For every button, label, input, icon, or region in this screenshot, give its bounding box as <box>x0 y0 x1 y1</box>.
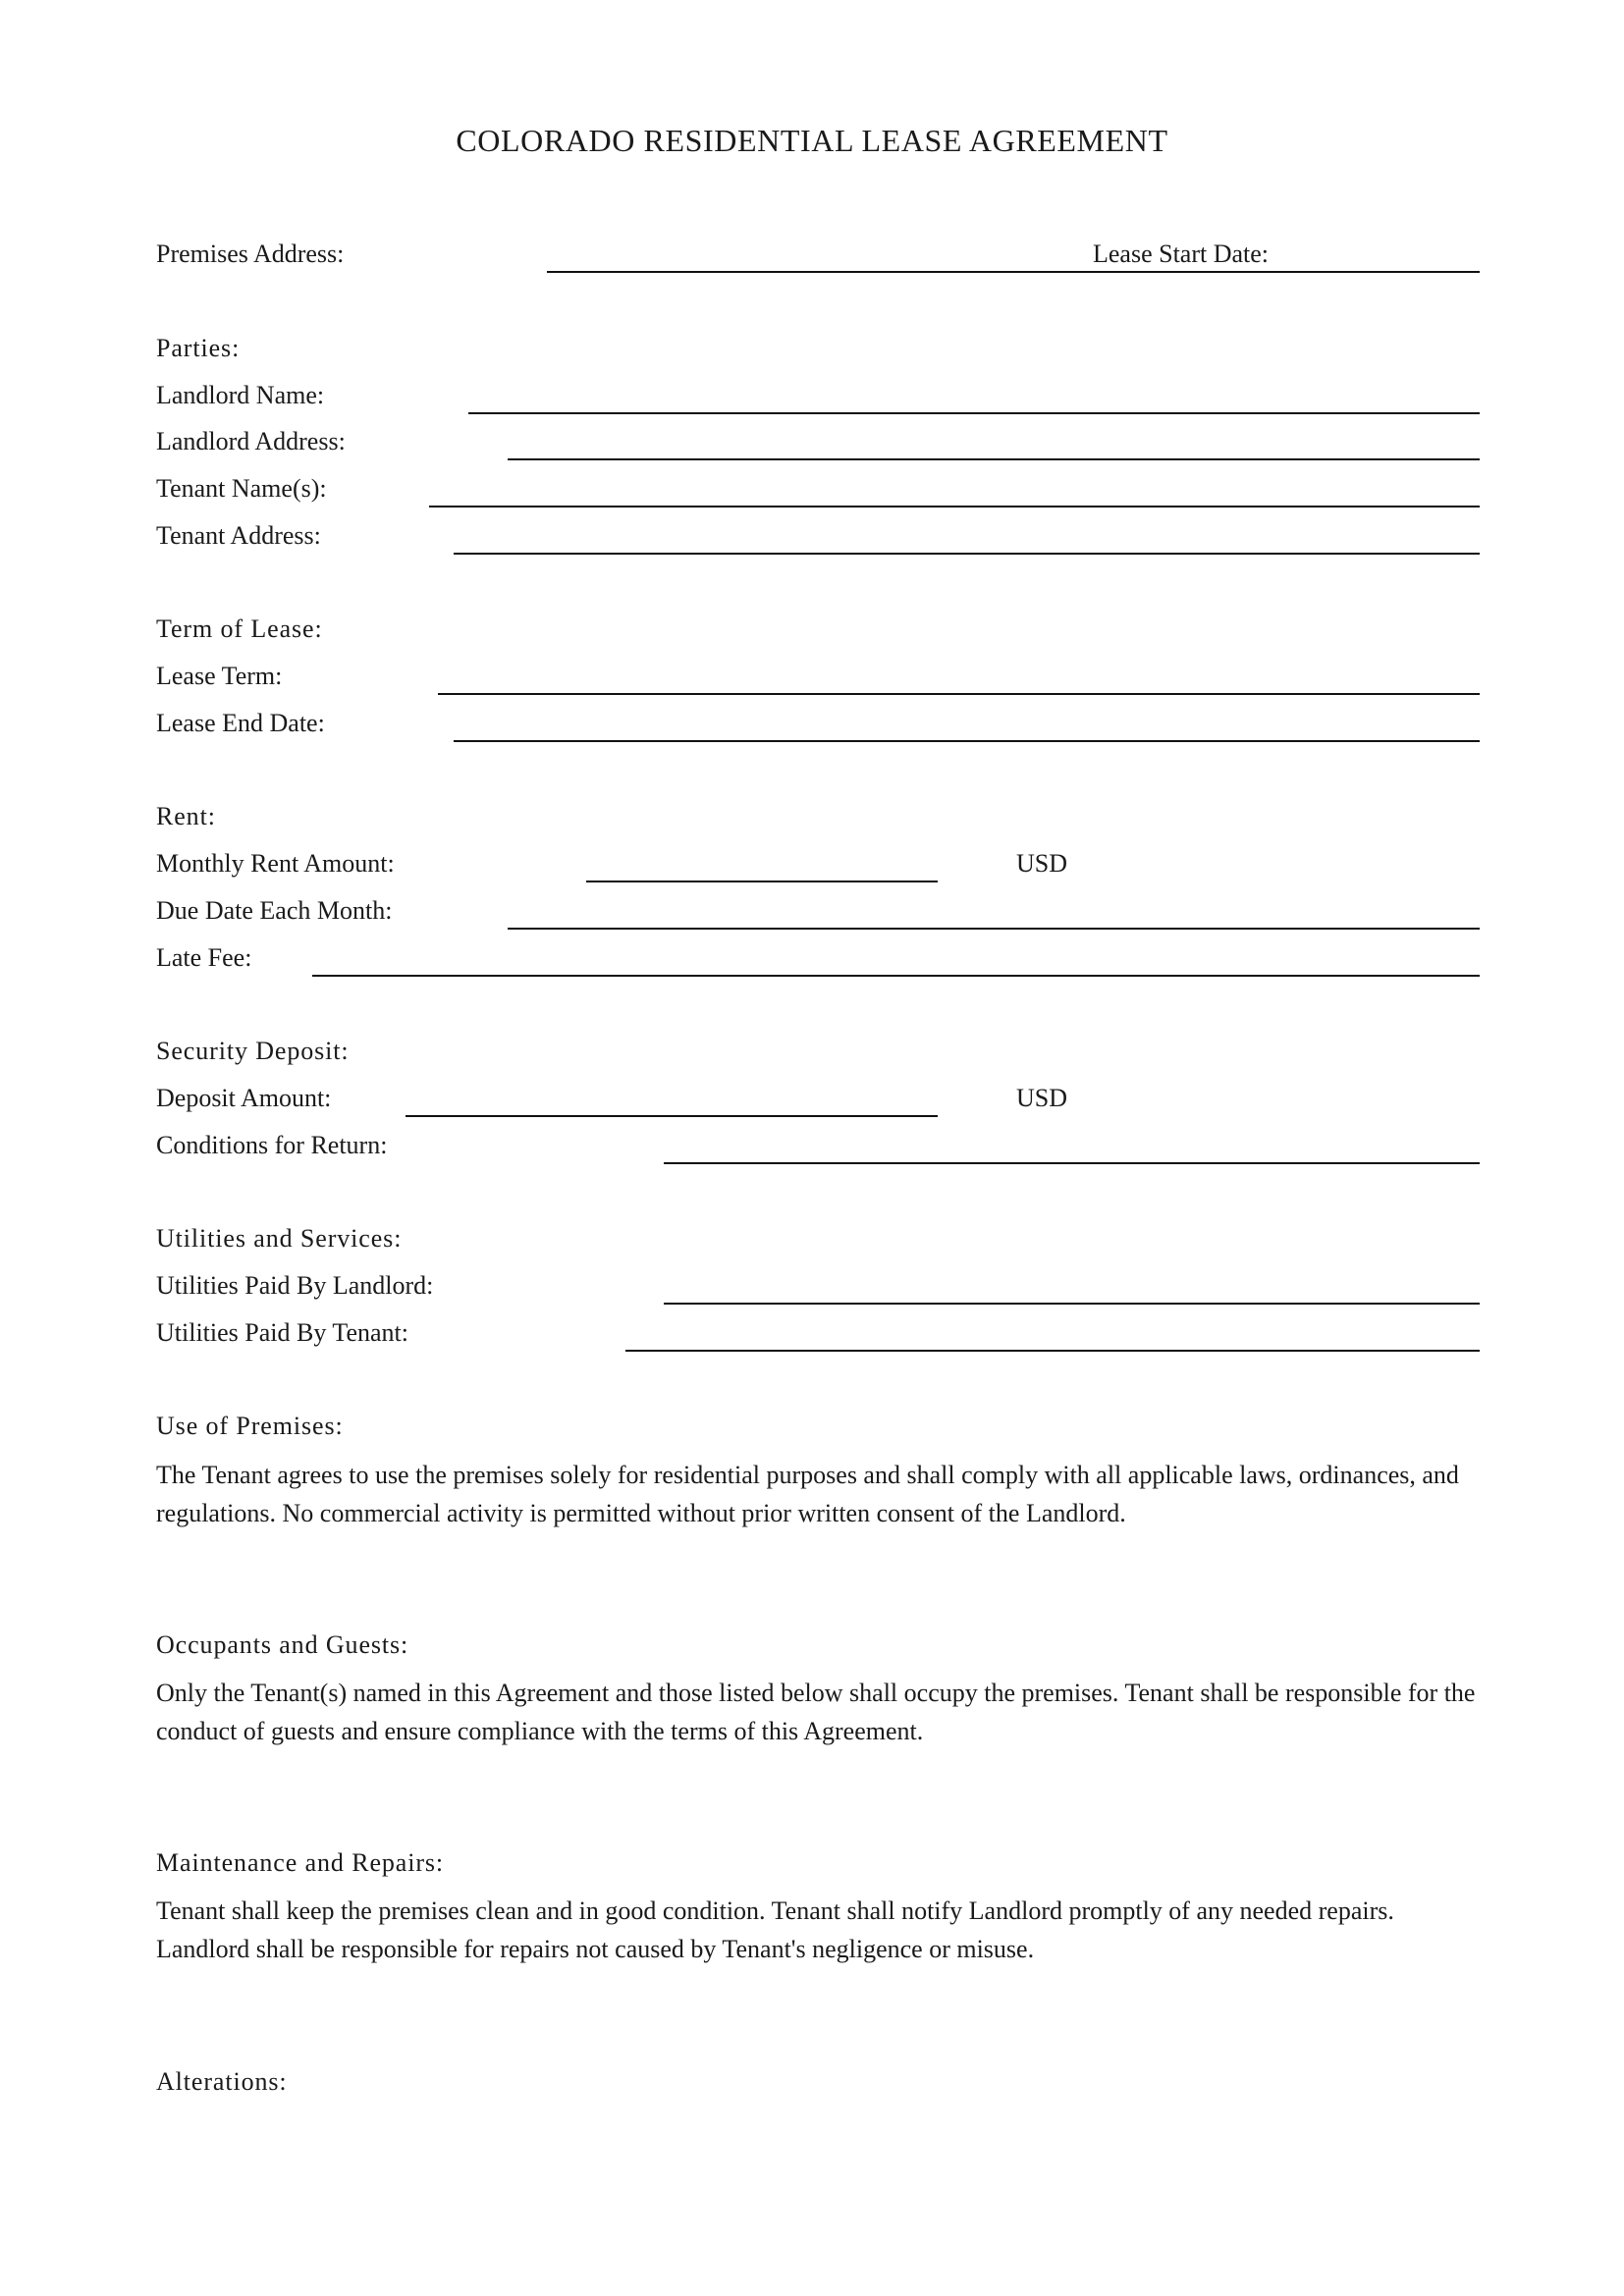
utilities-landlord-label: Utilities Paid By Landlord: <box>156 1271 434 1300</box>
deposit-currency: USD <box>1016 1084 1068 1112</box>
lease-start-date-label: Lease Start Date: <box>1093 240 1270 268</box>
occupants-paragraph: Only the Tenant(s) named in this Agreement and those listed below shall occupy the premises. Tenant shall be responsible for the conduct of guests and ensure compliance with the terms of this Agreement. <box>156 1679 1476 1745</box>
rent-heading: Rent: <box>156 802 216 830</box>
utilities-heading: Utilities and Services: <box>156 1224 403 1253</box>
due-date-label: Due Date Each Month: <box>156 896 393 925</box>
landlord-name-field[interactable] <box>468 412 1480 414</box>
tenant-names-label: Tenant Name(s): <box>156 474 327 503</box>
late-fee-label: Late Fee: <box>156 943 252 972</box>
landlord-address-label: Landlord Address: <box>156 427 346 455</box>
parties-heading: Parties: <box>156 334 241 362</box>
use-heading: Use of Premises: <box>156 1412 344 1440</box>
premises-address-label: Premises Address: <box>156 240 345 268</box>
maintenance-paragraph: Tenant shall keep the premises clean and in good condition. Tenant shall notify Landlord promptly of any needed repairs. Landlord shall be responsible for repairs not caused by Tenant's negligence or misuse. <box>156 1896 1394 1963</box>
lease-end-date-field[interactable] <box>454 740 1480 742</box>
landlord-address-field[interactable] <box>508 458 1480 460</box>
maintenance-heading: Maintenance and Repairs: <box>156 1848 445 1877</box>
lease-term-label: Lease Term: <box>156 662 283 690</box>
premises-address-field[interactable] <box>547 271 1480 273</box>
alterations-heading: Alterations: <box>156 2067 288 2096</box>
monthly-rent-field[interactable] <box>586 881 938 882</box>
use-paragraph: The Tenant agrees to use the premises solely for residential purposes and shall comply with all applicable laws, ordinances, and regulations. No commercial activity is permitted without prior written consent of the Landlord. <box>156 1461 1459 1527</box>
utilities-tenant-field[interactable] <box>625 1350 1480 1352</box>
term-heading: Term of Lease: <box>156 614 323 643</box>
deposit-heading: Security Deposit: <box>156 1037 350 1065</box>
tenant-address-field[interactable] <box>454 553 1480 555</box>
monthly-rent-label: Monthly Rent Amount: <box>156 849 395 878</box>
return-conditions-label: Conditions for Return: <box>156 1131 388 1159</box>
tenant-address-label: Tenant Address: <box>156 521 321 550</box>
tenant-names-field[interactable] <box>429 506 1480 507</box>
deposit-amount-label: Deposit Amount: <box>156 1084 332 1112</box>
utilities-landlord-field[interactable] <box>664 1303 1480 1305</box>
late-fee-field[interactable] <box>312 975 1480 977</box>
deposit-amount-field[interactable] <box>406 1115 938 1117</box>
return-conditions-field[interactable] <box>664 1162 1480 1164</box>
due-date-field[interactable] <box>508 928 1480 930</box>
landlord-name-label: Landlord Name: <box>156 381 325 409</box>
lease-end-date-label: Lease End Date: <box>156 709 325 737</box>
document-title: COLORADO RESIDENTIAL LEASE AGREEMENT <box>456 123 1168 158</box>
lease-term-field[interactable] <box>438 693 1480 695</box>
utilities-tenant-label: Utilities Paid By Tenant: <box>156 1318 408 1347</box>
rent-currency: USD <box>1016 849 1068 878</box>
occupants-heading: Occupants and Guests: <box>156 1630 409 1659</box>
